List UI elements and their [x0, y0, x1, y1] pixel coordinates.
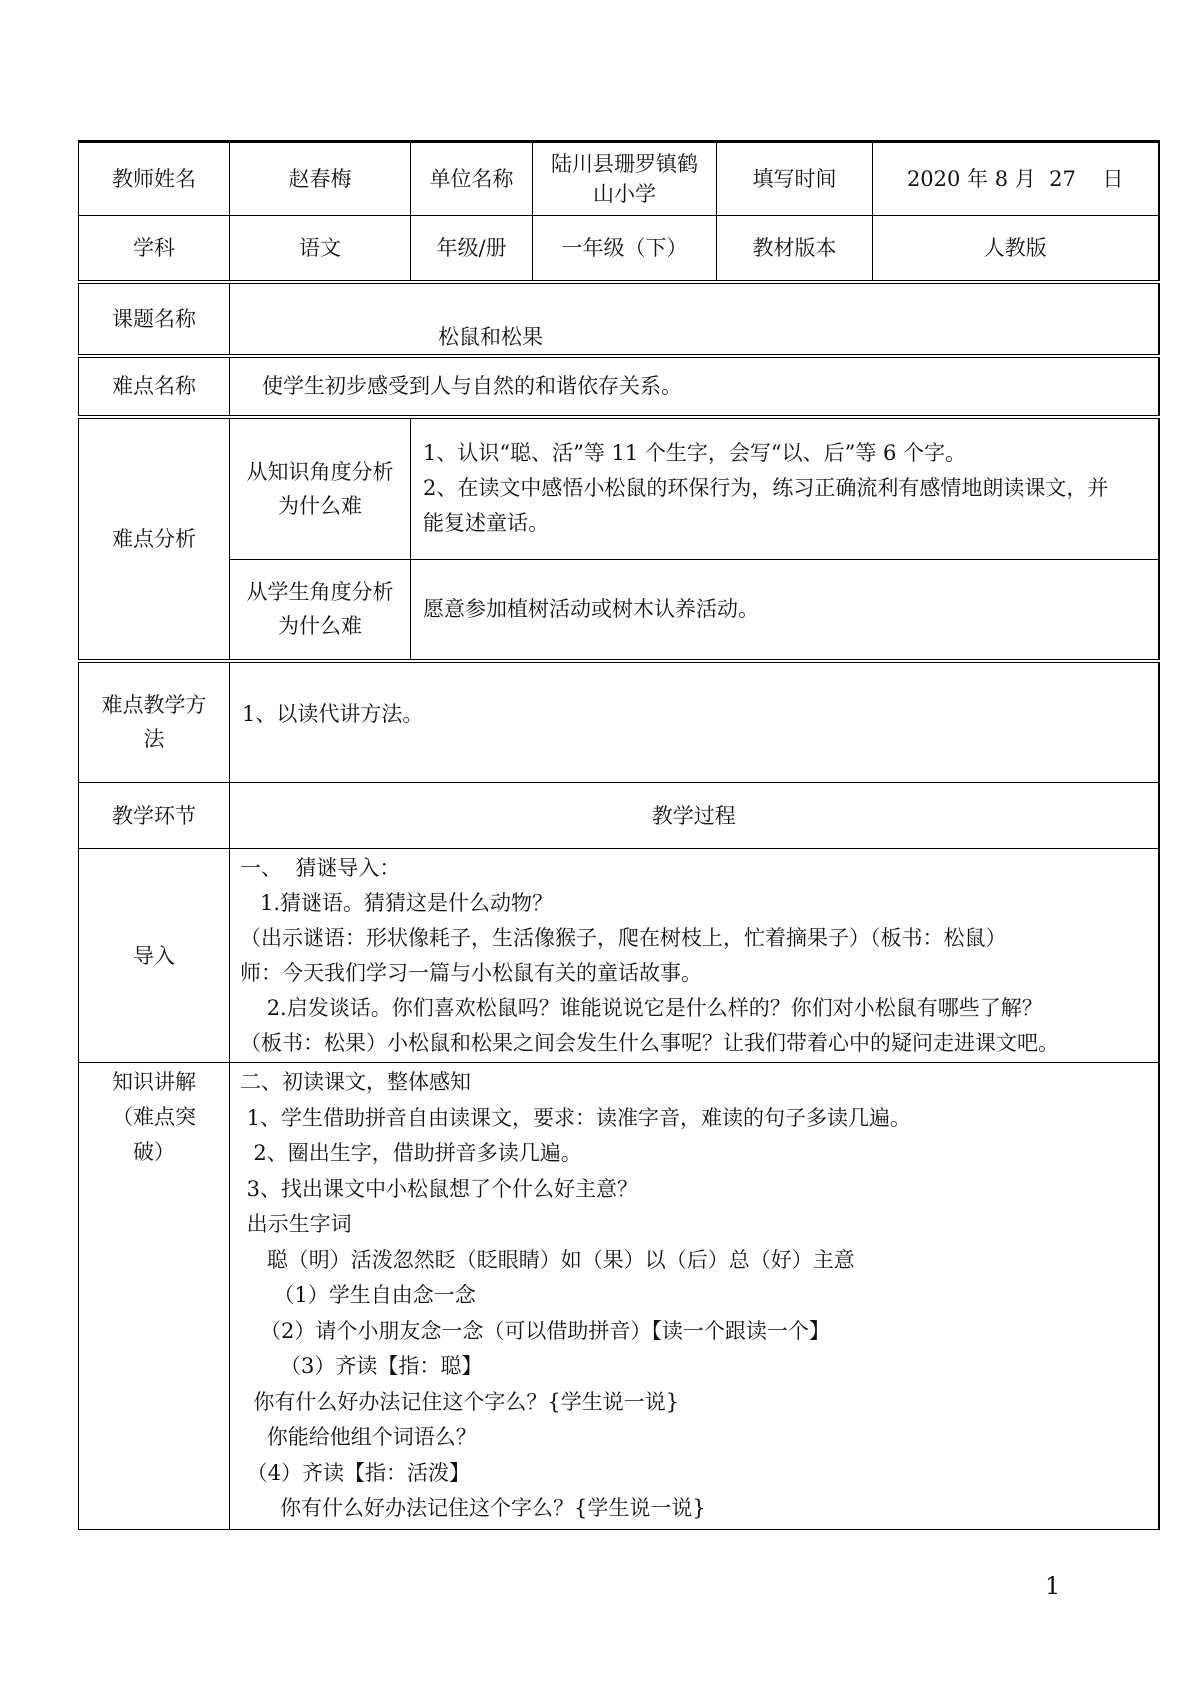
teacher-name: 赵春梅	[230, 142, 411, 216]
knowledge-line: （4）齐读【指：活泼】	[240, 1460, 471, 1485]
intro-line: （出示谜语：形状像耗子，生活像猴子，爬在树枝上，忙着摘果子）（板书：松鼠）	[240, 926, 1007, 950]
subject-label: 学科	[79, 216, 230, 282]
knowledge-line: 3、找出课文中小松鼠想了个什么好主意？	[240, 1176, 639, 1201]
knowledge-line: 二、初读课文，整体感知	[240, 1070, 471, 1094]
edition-label: 教材版本	[717, 216, 873, 282]
knowledge-line: 你有什么好办法记住这个字么？{学生说一说}	[240, 1496, 706, 1520]
knowledge-line: （1）学生自由念一念	[240, 1283, 476, 1307]
knowledge-content	[230, 1063, 1159, 1530]
knowledge-line: 1、学生借助拼音自由读课文，要求：读准字音，难读的句子多读几遍。	[240, 1105, 912, 1130]
method-value: 1、以读代讲方法。	[242, 701, 424, 726]
difficulty-value: 使学生初步感受到人与自然的和谐依存关系。	[262, 374, 682, 398]
intro-line: 1.猜谜语。猜猜这是什么动物？	[240, 891, 554, 915]
intro-content	[230, 849, 1159, 1063]
grade-label: 年级/册	[411, 216, 533, 282]
knowledge-angle-content	[411, 417, 1159, 560]
unit-label: 单位名称	[411, 142, 533, 216]
knowledge-row	[79, 1063, 1159, 1530]
subject-value: 语文	[230, 216, 411, 282]
student-angle-label	[230, 560, 411, 661]
date-label: 填写时间	[717, 142, 873, 216]
difficulty-cell	[230, 356, 1159, 417]
unit-name	[533, 142, 717, 216]
lesson-plan-table	[78, 140, 1160, 1530]
student-angle-content	[411, 560, 1159, 661]
method-label-line1: 难点教学方	[101, 693, 207, 718]
knowledge-line: 聪（明）活泼忽然眨（眨眼睛）如（果）以（后）总（好）主意	[240, 1247, 855, 1272]
knowledge-label-line2: （难点突	[112, 1105, 196, 1129]
header-row-1	[79, 142, 1159, 216]
intro-line: 2.启发谈话。你们喜欢松鼠吗？谁能说说它是什么样的？你们对小松鼠有哪些了解？	[240, 996, 1043, 1020]
process-header-row	[79, 783, 1159, 849]
knowledge-line: （2）请个小朋友念一念（可以借助拼音）【读一个跟读一个】	[240, 1318, 830, 1343]
method-label-line2: 法	[143, 727, 165, 752]
knowledge-angle-label-line2: 为什么难	[278, 493, 362, 518]
knowledge-line: 1、认识“聪、活”等 11 个生字，会写“以、后”等 6 个字。	[423, 441, 967, 466]
topic-label: 课题名称	[79, 282, 230, 356]
teacher-label: 教师姓名	[79, 142, 230, 216]
topic-cell	[230, 282, 1159, 356]
knowledge-angle-label	[230, 417, 411, 560]
knowledge-angle-label-line1: 从知识角度分析	[246, 459, 394, 484]
knowledge-line: （3）齐读【指：聪】	[240, 1354, 483, 1378]
intro-line: （板书：松果）小松鼠和松果之间会发生什么事呢？让我们带着心中的疑问走进课文吧。	[240, 1031, 1059, 1055]
topic-row	[79, 282, 1159, 356]
method-cell	[230, 661, 1159, 783]
analysis-student-row	[79, 560, 1159, 661]
student-angle-label-line2: 为什么难	[278, 614, 362, 639]
unit-name-line2: 山小学	[593, 182, 656, 206]
topic-value: 松鼠和松果	[438, 324, 543, 349]
intro-label: 导入	[79, 849, 230, 1063]
stage-header: 教学环节	[79, 783, 230, 849]
intro-row	[79, 849, 1159, 1063]
student-angle-value: 愿意参加植树活动或树木认养活动。	[423, 597, 759, 622]
method-label	[79, 661, 230, 783]
intro-line: 一、 猜谜导入：	[240, 856, 401, 880]
knowledge-line: 你能给他组个词语么？	[240, 1425, 477, 1449]
header-row-2	[79, 216, 1159, 282]
analysis-knowledge-row	[79, 417, 1159, 560]
grade-value: 一年级（下）	[533, 216, 717, 282]
process-header: 教学过程	[230, 783, 1159, 849]
page-number: 1	[1045, 1572, 1061, 1600]
student-angle-label-line1: 从学生角度分析	[246, 580, 394, 605]
edition-value: 人教版	[873, 216, 1159, 282]
unit-name-line1: 陆川县珊罗镇鹤	[551, 152, 698, 176]
difficulty-label: 难点名称	[79, 356, 230, 417]
knowledge-label-line1: 知识讲解	[112, 1070, 196, 1094]
knowledge-line: 2、圈出生字，借助拼音多读几遍。	[240, 1141, 582, 1165]
method-row	[79, 661, 1159, 783]
knowledge-line: 能复述童话。	[423, 511, 549, 536]
knowledge-line: 2、在读文中感悟小松鼠的环保行为，练习正确流利有感情地朗读课文，并	[423, 476, 1109, 501]
analysis-label: 难点分析	[79, 417, 230, 661]
knowledge-line: 出示生字词	[240, 1212, 352, 1236]
intro-line: 师：今天我们学习一篇与小松鼠有关的童话故事。	[240, 961, 702, 985]
date-value: 2020 年 8 月 27 日	[873, 142, 1159, 216]
knowledge-label-line3: 破）	[133, 1140, 175, 1164]
knowledge-line: 你有什么好办法记住这个字么？{学生说一说}	[240, 1389, 680, 1414]
difficulty-row	[79, 356, 1159, 417]
knowledge-label	[79, 1063, 230, 1530]
